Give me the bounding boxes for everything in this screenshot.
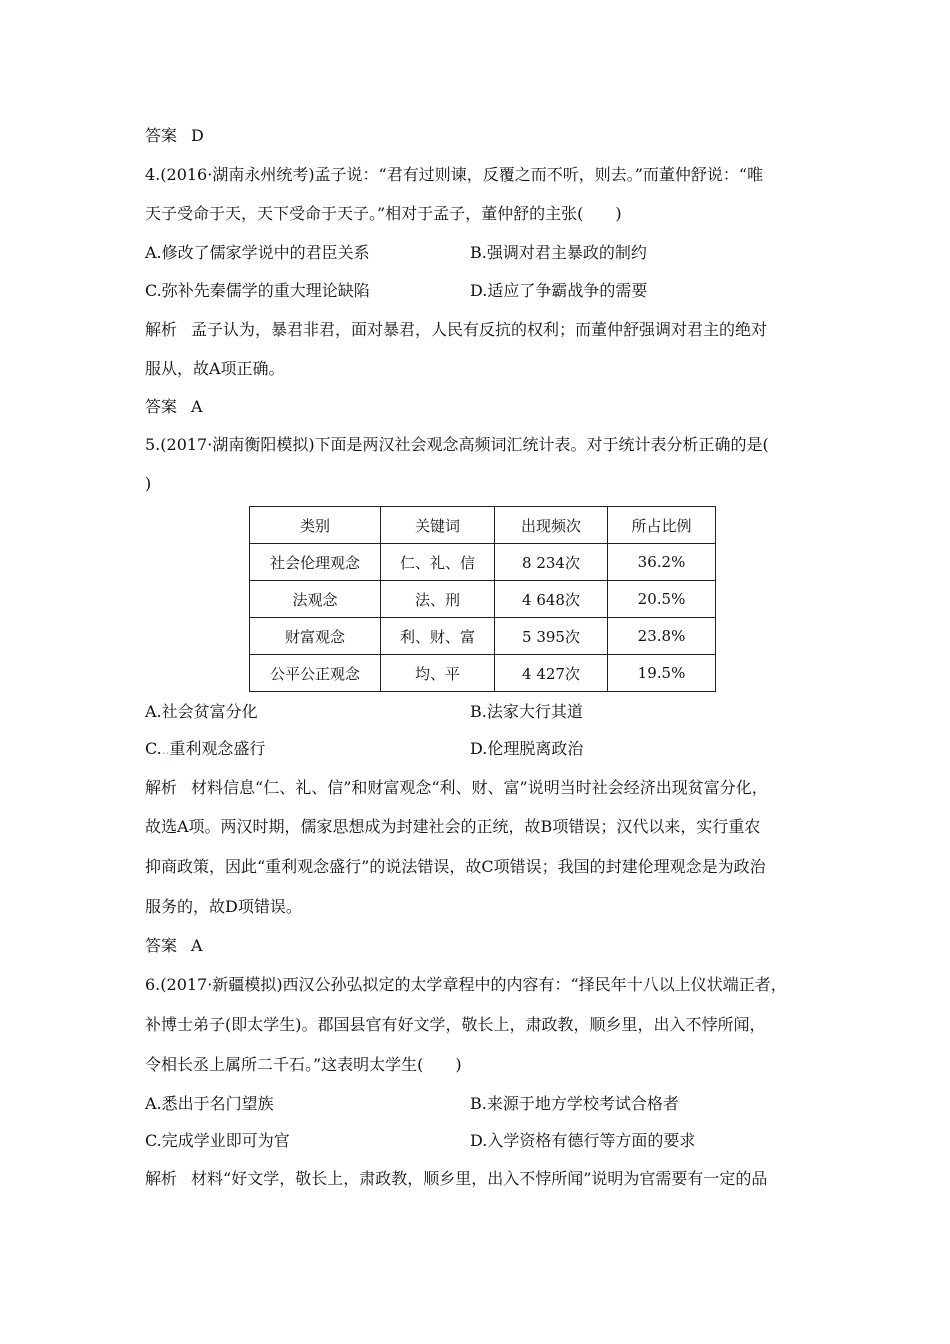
q6-stem-line1: 6.(2017·新疆模拟)西汉公孙弘拟定的太学章程中的内容有：“择民年十八以上仪状端正者， <box>145 975 787 994</box>
table-cell: 财富观念 <box>250 618 381 655</box>
table-cell: 8 234次 <box>495 544 608 581</box>
answer-label: 答案 <box>145 936 178 955</box>
q6-option-b: B.来源于地方学校考试合格者 <box>470 1094 679 1113</box>
table-row <box>250 544 716 581</box>
q4-analysis-line2: 服从，故A项正确。 <box>145 359 285 378</box>
table-cell: 4 648次 <box>495 581 608 618</box>
table-cell: 5 395次 <box>495 618 608 655</box>
option-prefix: C. <box>145 739 162 758</box>
table-cell: 36.2% <box>608 544 716 581</box>
q4-option-a: A.修改了儒家学说中的君臣关系 <box>145 243 370 262</box>
table-cell: 23.8% <box>608 618 716 655</box>
analysis-label: 解析 <box>145 320 178 339</box>
option-text: 重利观念盛行 <box>169 739 266 758</box>
table-header-row <box>250 507 716 544</box>
table-row <box>250 655 716 692</box>
answer-value: A <box>191 936 203 955</box>
q6-stem-line3: 令相长丞上属所二千石。”这表明太学生( ) <box>145 1055 462 1074</box>
table-header: 出现频次 <box>495 507 608 544</box>
table-header: 关键词 <box>381 507 495 544</box>
table-row <box>250 618 716 655</box>
table-cell: 社会伦理观念 <box>250 544 381 581</box>
q3-answer <box>145 126 204 146</box>
q6-option-c: C.完成学业即可为官 <box>145 1131 290 1150</box>
analysis-label: 解析 <box>145 1169 178 1188</box>
q4-stem-line1: 4.(2016·湖南永州统考)孟子说：“君有过则谏，反覆之而不听，则去。”而董仲舒说：“唯 <box>145 165 764 184</box>
table-row <box>250 581 716 618</box>
table-cell: 公平公正观念 <box>250 655 381 692</box>
q5-stem-line1: 5.(2017·湖南衡阳模拟)下面是两汉社会观念高频词汇统计表。对于统计表分析正确的是( <box>145 435 769 454</box>
q5-option-a: A.社会贫富分化 <box>145 702 258 721</box>
table-header: 类别 <box>250 507 381 544</box>
q5-option-d: D.伦理脱离政治 <box>470 739 584 758</box>
q5-analysis-line4: 服务的，故D项错误。 <box>145 897 302 916</box>
q6-option-a: A.悉出于名门望族 <box>145 1094 274 1113</box>
q4-analysis-line1 <box>145 320 767 340</box>
q4-option-c: C.弥补先秦儒学的重大理论缺陷 <box>145 281 370 300</box>
emphasis-dots: .. <box>161 743 170 757</box>
analysis-label: 解析 <box>145 778 178 797</box>
answer-value: D <box>191 126 204 145</box>
table-header: 所占比例 <box>608 507 716 544</box>
table-cell: 法观念 <box>250 581 381 618</box>
q5-analysis-line2: 故选A项。两汉时期，儒家思想成为封建社会的正统，故B项错误；汉代以来，实行重农 <box>145 817 761 836</box>
table-cell: 利、财、富 <box>381 618 495 655</box>
q4-option-b: B.强调对君主暴政的制约 <box>470 243 647 262</box>
table-cell: 19.5% <box>608 655 716 692</box>
table-cell: 均、平 <box>381 655 495 692</box>
stats-table <box>249 506 716 692</box>
analysis-text: 材料“好文学，敬长上，肃政教，顺乡里，出入不悖所闻”说明为官需要有一定的品 <box>191 1169 768 1188</box>
q5-option-c <box>145 739 265 760</box>
analysis-text: 孟子认为，暴君非君，面对暴君，人民有反抗的权利；而董仲舒强调对君主的绝对 <box>191 320 768 339</box>
q5-analysis-line1 <box>145 778 768 798</box>
table-cell: 20.5% <box>608 581 716 618</box>
answer-label: 答案 <box>145 126 178 145</box>
analysis-text: 材料信息“仁、礼、信”和财富观念“利、财、富”说明当时社会经济出现贫富分化， <box>191 778 768 797</box>
q6-stem-line2: 补博士弟子(即太学生)。郡国县官有好文学，敬长上，肃政教，顺乡里，出入不悖所闻， <box>145 1015 766 1034</box>
q4-stem-line2: 天子受命于天，天下受命于天子。”相对于孟子，董仲舒的主张( ) <box>145 204 622 223</box>
q5-analysis-line3: 抑商政策，因此“重利观念盛行”的说法错误，故C项错误；我国的封建伦理观念是为政治 <box>145 857 766 876</box>
answer-value: A <box>191 397 203 416</box>
q6-option-d: D.入学资格有德行等方面的要求 <box>470 1131 696 1150</box>
q4-answer <box>145 397 203 417</box>
table-cell: 法、刑 <box>381 581 495 618</box>
table-cell: 仁、礼、信 <box>381 544 495 581</box>
answer-label: 答案 <box>145 397 178 416</box>
q4-option-d: D.适应了争霸战争的需要 <box>470 281 648 300</box>
q5-answer <box>145 936 203 956</box>
q6-analysis-line1 <box>145 1169 767 1189</box>
q5-stem-line2: ) <box>145 474 152 493</box>
q5-option-b: B.法家大行其道 <box>470 702 583 721</box>
table-cell: 4 427次 <box>495 655 608 692</box>
